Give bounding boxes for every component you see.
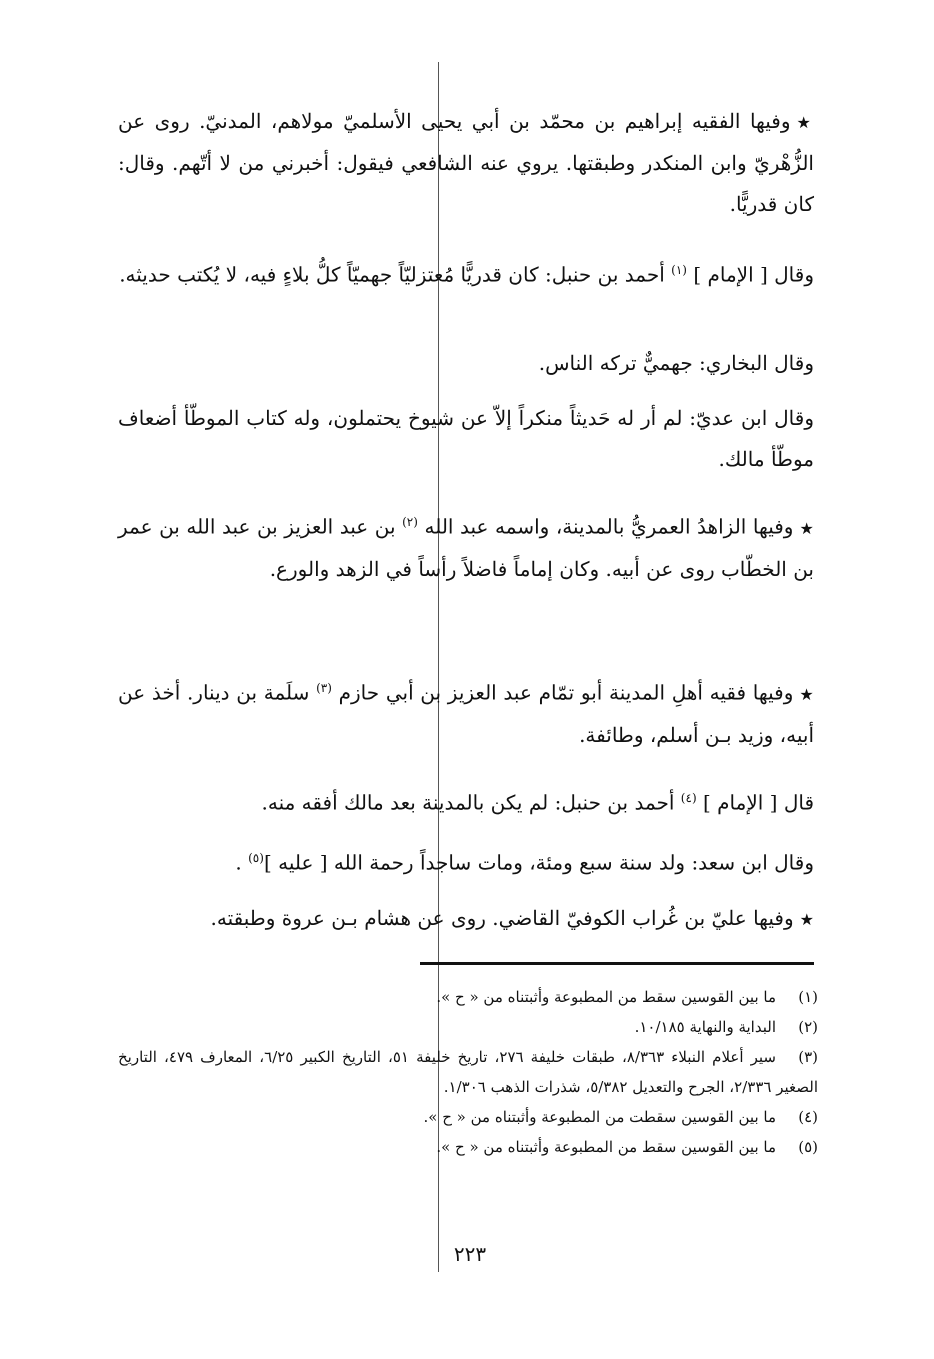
footnote-4 (118, 1102, 818, 1132)
footnote-text: ما بين القوسين سقط من المطبوعة وأثبتناه من « ح ». (436, 988, 776, 1006)
paragraph-zahid-umari (118, 502, 814, 590)
footnote-text: البداية والنهاية ١٠/١٨٥. (634, 1018, 776, 1036)
footnote-number: (٢) (798, 1018, 818, 1036)
paragraph-ibrahim-aslami (118, 101, 814, 225)
footnote-3 (118, 1042, 818, 1102)
star-marker: ★ (796, 113, 814, 132)
paragraph-abu-tammam (118, 668, 814, 756)
paragraph-text-after: سلَمة بن دينار. أخذ عن أبيه، وزيد بـن أسلم، وطائفة. (118, 680, 814, 747)
paragraph-ahmad-afqah (118, 778, 842, 824)
footnote-ref-5: (٥) (248, 851, 264, 865)
footnote-ref-1: (١) (671, 263, 687, 277)
footnote-number: (٤) (798, 1108, 818, 1126)
paragraph-text: وفيها عليّ بن غُراب الكوفيّ القاضي. روى عن هشام بـن عروة وطبقته. (210, 906, 794, 930)
page-number: ٢٢٣ (453, 1242, 487, 1266)
paragraph-text-after: أحمد بن حنبل: كان قدريًّا مُعتزليّاً جهميّاً كلُّ بلاءٍ فيه، لا يُكتب حديثه. (119, 262, 665, 287)
footnotes (118, 982, 818, 1162)
star-marker: ★ (799, 518, 814, 538)
footnote-number: (٣) (798, 1048, 819, 1066)
paragraph-ibn-saad (118, 838, 814, 884)
footnote-number: (١) (798, 988, 818, 1006)
footnote-5 (118, 1132, 818, 1162)
footnote-text: سير أعلام النبلاء ٨/٣٦٣، طبقات خليفة ٢٧٦، تاريخ خليفة ٥١، التاريخ الكبير ٦/٢٥، المعارف ٤٧٩، التاريخ الصغير ٢/٣٣٦، الجرح والتعديل ٥/٣٨٢، شذرات الذهب ١/٣٠٦. (118, 1048, 818, 1096)
star-marker: ★ (799, 684, 815, 704)
paragraph-text-after: بن عبد العزيز بن عبد الله بن عمر بن الخطّاب روى عن أبيه. وكان إماماً فاضلاً رأساً في الزهد والورع. (118, 514, 814, 581)
paragraph-text-before: وقال [ الإمام ] (693, 262, 814, 287)
paragraph-ali-ghurab (118, 898, 814, 940)
footnote-ref-4: (٤) (680, 791, 697, 805)
footnote-ref-3: (٣) (316, 681, 332, 695)
paragraph-text: وقال البخاري: جهميٌّ تركه الناس. (538, 351, 814, 375)
paragraph-text-before: وفيها الزاهدُ العمريُّ بالمدينة، واسمه عبد الله (424, 514, 794, 539)
footnote-separator (420, 962, 814, 965)
paragraph-ahmad-quote (118, 250, 842, 296)
paragraph-text: وقال ابن عديّ: لم أر له حَديثاً منكراً إلاّ عن شيوخ يحتملون، وله كتاب الموطّأ أضعاف موطّأ مالك. (118, 406, 814, 471)
paragraph-ibn-adi-quote (118, 398, 842, 480)
footnote-ref-2: (٢) (402, 515, 418, 529)
footnote-text: ما بين القوسين سقط من المطبوعة وأثبتناه من « ح ». (436, 1138, 776, 1156)
paragraph-bukhari-quote (118, 343, 842, 384)
footnote-number: (٥) (798, 1138, 818, 1156)
star-marker: ★ (799, 910, 814, 929)
footnote-text: ما بين القوسين سقطت من المطبوعة وأثبتناه من « ح ». (423, 1108, 776, 1126)
paragraph-text-before: وقال ابن سعد: ولد سنة سبع ومئة، ومات ساجداً رحمة الله [ عليه ] (263, 850, 814, 875)
paragraph-text-before: وفيها فقيه أهلِ المدينة أبو تمّام عبد العزيز بن أبي حازم (338, 680, 794, 705)
paragraph-text-after: أحمد بن حنبل: لم يكن بالمدينة بعد مالك أفقه منه. (261, 790, 675, 815)
footnote-2 (118, 1012, 818, 1042)
paragraph-text: وفيها الفقيه إبراهيم بن محمّد بن أبي يحيى الأسلميّ مولاهم، المدنيّ. روى عن الزُّهْريّ وابن المنكدر وطبقتها. يروي عنه الشافعي فيقول: أخبرني من لا أتّهم. وقال: كان قدريًّا. (118, 109, 814, 216)
paragraph-text-after: . (235, 850, 242, 875)
paragraph-text-before: قال [ الإمام ] (702, 790, 814, 815)
footnote-1 (118, 982, 818, 1012)
